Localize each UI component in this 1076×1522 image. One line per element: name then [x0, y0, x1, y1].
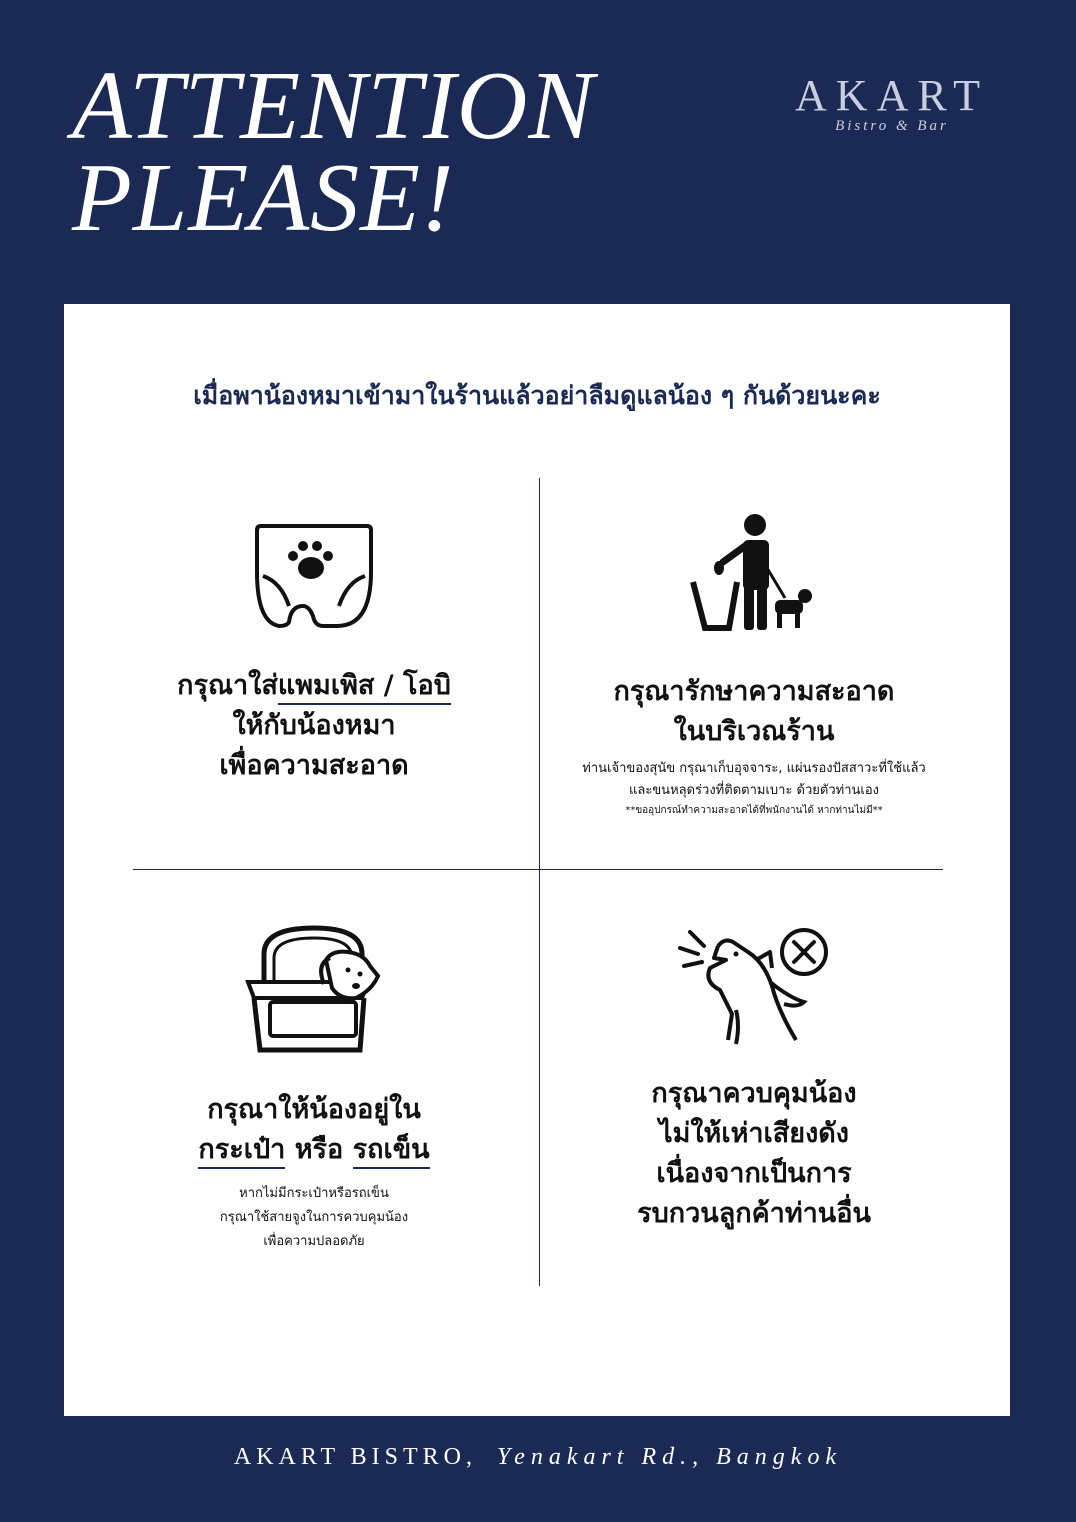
intro-text: เมื่อพาน้องหมาเข้ามาในร้านแล้วอย่าลืมดูแลน้อง ๆ กันด้วยนะคะ	[193, 381, 881, 410]
rule-barking	[554, 922, 954, 1234]
diaper-title	[124, 666, 504, 786]
horizontal-divider	[133, 869, 943, 870]
headline-line-2: PLEASE!	[72, 144, 455, 252]
barking-title-1: กรุณาควบคุมน้อง	[651, 1078, 857, 1109]
cleanliness-detail-2: และขนหลุดร่วงที่ติดตามเบาะ ด้วยตัวท่านเอง	[628, 783, 880, 798]
brand-logo	[772, 72, 1012, 135]
cleanliness-title-1: กรุณารักษาความสะอาด	[613, 676, 895, 707]
diaper-title-3: เพื่อความสะอาด	[219, 750, 409, 781]
rules-panel	[64, 304, 1010, 1416]
logo-name: AKART	[795, 71, 989, 120]
dog-carrier-bag-icon	[244, 924, 384, 1054]
cleanliness-detail-1: ท่านเจ้าของสุนัข กรุณาเก็บอุจจาระ, แผ่นรองปัสสาวะที่ใช้แล้ว	[582, 761, 926, 776]
logo-tagline: Bistro & Bar	[835, 118, 949, 134]
headline	[72, 52, 595, 252]
barking-title	[554, 1074, 954, 1234]
diaper-title-1a: กรุณาใส่	[177, 670, 278, 701]
dog-diaper-icon	[251, 522, 377, 632]
diaper-title-1b: แพมเพิส / โอบิ	[278, 670, 451, 705]
carrier-or: หรือ	[294, 1134, 344, 1165]
footer-address: Yenakart Rd., Bangkok	[497, 1444, 843, 1470]
footer-name: AKART BISTRO,	[233, 1444, 478, 1470]
carrier-option-bag: กระเป๋า	[198, 1134, 285, 1169]
cleanliness-title	[554, 672, 954, 752]
cleanliness-detail	[554, 758, 954, 802]
carrier-title-1: กรุณาให้น้องอยู่ใน	[207, 1094, 421, 1125]
carrier-detail	[124, 1182, 504, 1254]
carrier-detail-3: เพื่อความปลอดภัย	[263, 1234, 365, 1249]
cleanliness-title-2: ในบริเวณร้าน	[673, 716, 835, 747]
diaper-title-2: ให้กับน้องหมา	[232, 710, 396, 741]
headline-line-1: ATTENTION	[72, 52, 595, 160]
vertical-divider	[539, 478, 540, 1286]
no-barking-dog-icon	[674, 922, 834, 1052]
rule-carrier	[124, 924, 504, 1254]
barking-title-4: รบกวนลูกค้าท่านอื่น	[637, 1198, 871, 1229]
footer	[0, 1444, 1076, 1471]
person-cleaning-after-dog-icon	[689, 512, 819, 632]
carrier-option-stroller: รถเข็น	[353, 1134, 430, 1169]
rule-cleanliness	[554, 512, 954, 820]
carrier-detail-2: กรุณาใช้สายจูงในการควบคุมน้อง	[219, 1210, 409, 1225]
barking-title-3: เนื่องจากเป็นการ	[656, 1158, 852, 1189]
carrier-detail-1: หากไม่มีกระเป๋าหรือรถเข็น	[239, 1186, 389, 1201]
barking-title-2: ไม่ให้เห่าเสียงดัง	[659, 1118, 849, 1149]
cleanliness-note: **ขออุปกรณ์ทำความสะอาดได้ที่พนักงานได้ หากท่านไม่มี**	[625, 805, 883, 816]
carrier-title	[124, 1090, 504, 1170]
rule-diaper	[124, 522, 504, 786]
